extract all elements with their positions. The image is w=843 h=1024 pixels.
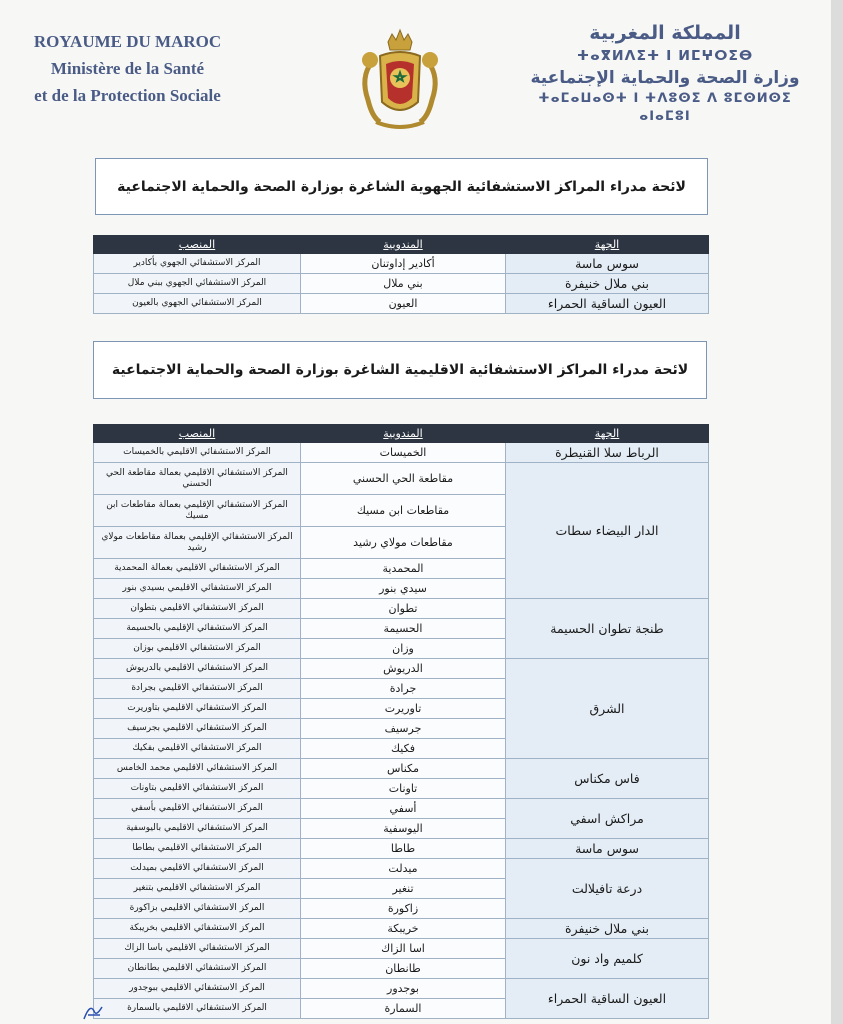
col-header-region: الجهة (506, 425, 709, 443)
province-cell: بوجدور (301, 979, 506, 999)
table-row (94, 599, 709, 619)
region-cell: الرباط سلا القنيطرة (506, 443, 709, 463)
post-cell: المركز الاستشفائي الجهوي ببني ملال (94, 274, 301, 294)
post-cell: المركز الاستشفائي الاقليمي بتاوريرت (94, 699, 301, 719)
post-cell: المركز الاستشفائي الاقليمي بعمالة المحمدية (94, 559, 301, 579)
province-cell: بني ملال (301, 274, 506, 294)
region-cell: فاس مكناس (506, 759, 709, 799)
post-cell: المركز الاستشفائي الاقليمي بتنغير (94, 879, 301, 899)
region-cell: طنجة تطوان الحسيمة (506, 599, 709, 659)
table-row (94, 659, 709, 679)
province-cell: الخميسات (301, 443, 506, 463)
header-fr-line3: et de la Protection Sociale (34, 86, 221, 105)
table-row (94, 979, 709, 999)
header-fr-line1: ROYAUME DU MAROC (33, 32, 222, 51)
header-arabic (515, 20, 815, 126)
region-cell: بني ملال خنيفرة (506, 919, 709, 939)
province-cell: مكناس (301, 759, 506, 779)
provincial-vacancies-table (93, 424, 709, 1019)
section2-title: لائحة مدراء المراكز الاستشفائية الاقليمية الشاغرة بوزارة الصحة والحماية الاجتماعية (111, 362, 689, 378)
province-cell: جرسيف (301, 719, 506, 739)
region-cell: درعة تافيلالت (506, 859, 709, 919)
region-cell: مراكش اسفي (506, 799, 709, 839)
section2-title-box (93, 341, 707, 399)
section1-title: لائحة مدراء المراكز الاستشفائية الجهوية الشاغرة بوزارة الصحة والحماية الاجتماعية (117, 178, 686, 195)
post-cell: المركز الاستشفائي الإقليمي بعمالة مقاطعات ابن مسيك (94, 495, 301, 527)
province-cell: تطوان (301, 599, 506, 619)
province-cell: مقاطعات مولاي رشيد (301, 527, 506, 559)
province-cell: طاطا (301, 839, 506, 859)
post-cell: المركز الاستشفائي الاقليمي بفكيك (94, 739, 301, 759)
region-cell: العيون الساقية الحمراء (506, 294, 709, 314)
col-header-post: المنصب (94, 236, 301, 254)
regional-vacancies-table (93, 235, 709, 314)
province-cell: الدريوش (301, 659, 506, 679)
post-cell: المركز الاستشفائي الاقليمي بالخميسات (94, 443, 301, 463)
post-cell: المركز الاستشفائي الاقليمي باليوسفية (94, 819, 301, 839)
province-cell: مقاطعات ابن مسيك (301, 495, 506, 527)
province-cell: أسفي (301, 799, 506, 819)
post-cell: المركز الاستشفائي الاقليمي بعمالة مقاطعة الحي الحسني (94, 463, 301, 495)
province-cell: اسا الزاك (301, 939, 506, 959)
table-row (94, 254, 709, 274)
header-ar-line1: المملكة المغربية (589, 22, 741, 44)
col-header-province: المندوبية (301, 425, 506, 443)
table-row (94, 274, 709, 294)
province-cell: السمارة (301, 999, 506, 1019)
region-cell: الدار البيضاء سطات (506, 463, 709, 599)
post-cell: المركز الاستشفائي الاقليمي بطانطان (94, 959, 301, 979)
post-cell: المركز الاستشفائي الإقليمي بالحسيمة (94, 619, 301, 639)
post-cell: المركز الاستشفائي الإقليمي بعمالة مقاطعات مولاي رشيد (94, 527, 301, 559)
header-tifinagh-line2: ⵜⴰⵎⴰⵡⴰⵙⵜ ⵏ ⵜⴷⵓⵙⵉ ⴷ ⵓⵎⵙⵍⵙⵉ ⴰⵏⴰⵎⵓⵏ (538, 91, 792, 124)
table-row (94, 759, 709, 779)
post-cell: المركز الاستشفائي الاقليمي بزاكورة (94, 899, 301, 919)
province-cell: أكادير إداوتنان (301, 254, 506, 274)
province-cell: اليوسفية (301, 819, 506, 839)
post-cell: المركز الاستشفائي الاقليمي بجرسيف (94, 719, 301, 739)
header-tifinagh-line1: ⵜⴰⴳⵍⴷⵉⵜ ⵏ ⵍⵎⵖⵔⵉⴱ (576, 48, 754, 64)
header-french (0, 28, 255, 109)
post-cell: المركز الاستشفائي الاقليمي باسا الزاك (94, 939, 301, 959)
table-row (94, 919, 709, 939)
header-fr-line2: Ministère de la Santé (50, 59, 205, 78)
post-cell: المركز الاستشفائي الاقليمي بالدريوش (94, 659, 301, 679)
post-cell: المركز الاستشفائي الاقليمي بتطوان (94, 599, 301, 619)
post-cell: المركز الاستشفائي الاقليمي محمد الخامس (94, 759, 301, 779)
post-cell: المركز الاستشفائي الاقليمي بميدلت (94, 859, 301, 879)
region-cell: سوس ماسة (506, 839, 709, 859)
table-row (94, 939, 709, 959)
post-cell: المركز الاستشفائي الاقليمي بأسفي (94, 799, 301, 819)
province-cell: تاوريرت (301, 699, 506, 719)
region-cell: الشرق (506, 659, 709, 759)
table-row (94, 463, 709, 495)
post-cell: المركز الاستشفائي الاقليمي بسيدي بنور (94, 579, 301, 599)
region-cell: سوس ماسة (506, 254, 709, 274)
province-cell: العيون (301, 294, 506, 314)
post-cell: المركز الاستشفائي الجهوي بأكادير (94, 254, 301, 274)
post-cell: المركز الاستشفائي الجهوي بالعيون (94, 294, 301, 314)
coat-of-arms-emblem (350, 22, 450, 132)
col-header-province: المندوبية (301, 236, 506, 254)
region-cell: كلميم واد نون (506, 939, 709, 979)
col-header-region: الجهة (506, 236, 709, 254)
province-cell: المحمدية (301, 559, 506, 579)
province-cell: ميدلت (301, 859, 506, 879)
table-row (94, 839, 709, 859)
post-cell: المركز الاستشفائي الاقليمي ببوجدور (94, 979, 301, 999)
region-cell: بني ملال خنيفرة (506, 274, 709, 294)
post-cell: المركز الاستشفائي الاقليمي بجرادة (94, 679, 301, 699)
post-cell: المركز الاستشفائي الاقليمي بالسمارة (94, 999, 301, 1019)
province-cell: فكيك (301, 739, 506, 759)
province-cell: الحسيمة (301, 619, 506, 639)
region-cell: العيون الساقية الحمراء (506, 979, 709, 1019)
province-cell: طانطان (301, 959, 506, 979)
table-row (94, 799, 709, 819)
province-cell: سيدي بنور (301, 579, 506, 599)
header-ar-line2: وزارة الصحة والحماية الإجتماعية (530, 68, 800, 88)
col-header-post: المنصب (94, 425, 301, 443)
province-cell: تنغير (301, 879, 506, 899)
handwritten-mark-icon (82, 1001, 106, 1023)
post-cell: المركز الاستشفائي الاقليمي بطاطا (94, 839, 301, 859)
province-cell: تاونات (301, 779, 506, 799)
post-cell: المركز الاستشفائي الاقليمي بخريبكة (94, 919, 301, 939)
post-cell: المركز الاستشفائي الاقليمي بوزان (94, 639, 301, 659)
table-row (94, 859, 709, 879)
province-cell: خريبكة (301, 919, 506, 939)
province-cell: مقاطعة الحي الحسني (301, 463, 506, 495)
post-cell: المركز الاستشفائي الاقليمي بتاونات (94, 779, 301, 799)
table-row (94, 443, 709, 463)
section1-title-box (95, 158, 708, 215)
table-row (94, 294, 709, 314)
province-cell: جرادة (301, 679, 506, 699)
province-cell: وزان (301, 639, 506, 659)
page-edge (831, 0, 843, 1024)
province-cell: زاكورة (301, 899, 506, 919)
